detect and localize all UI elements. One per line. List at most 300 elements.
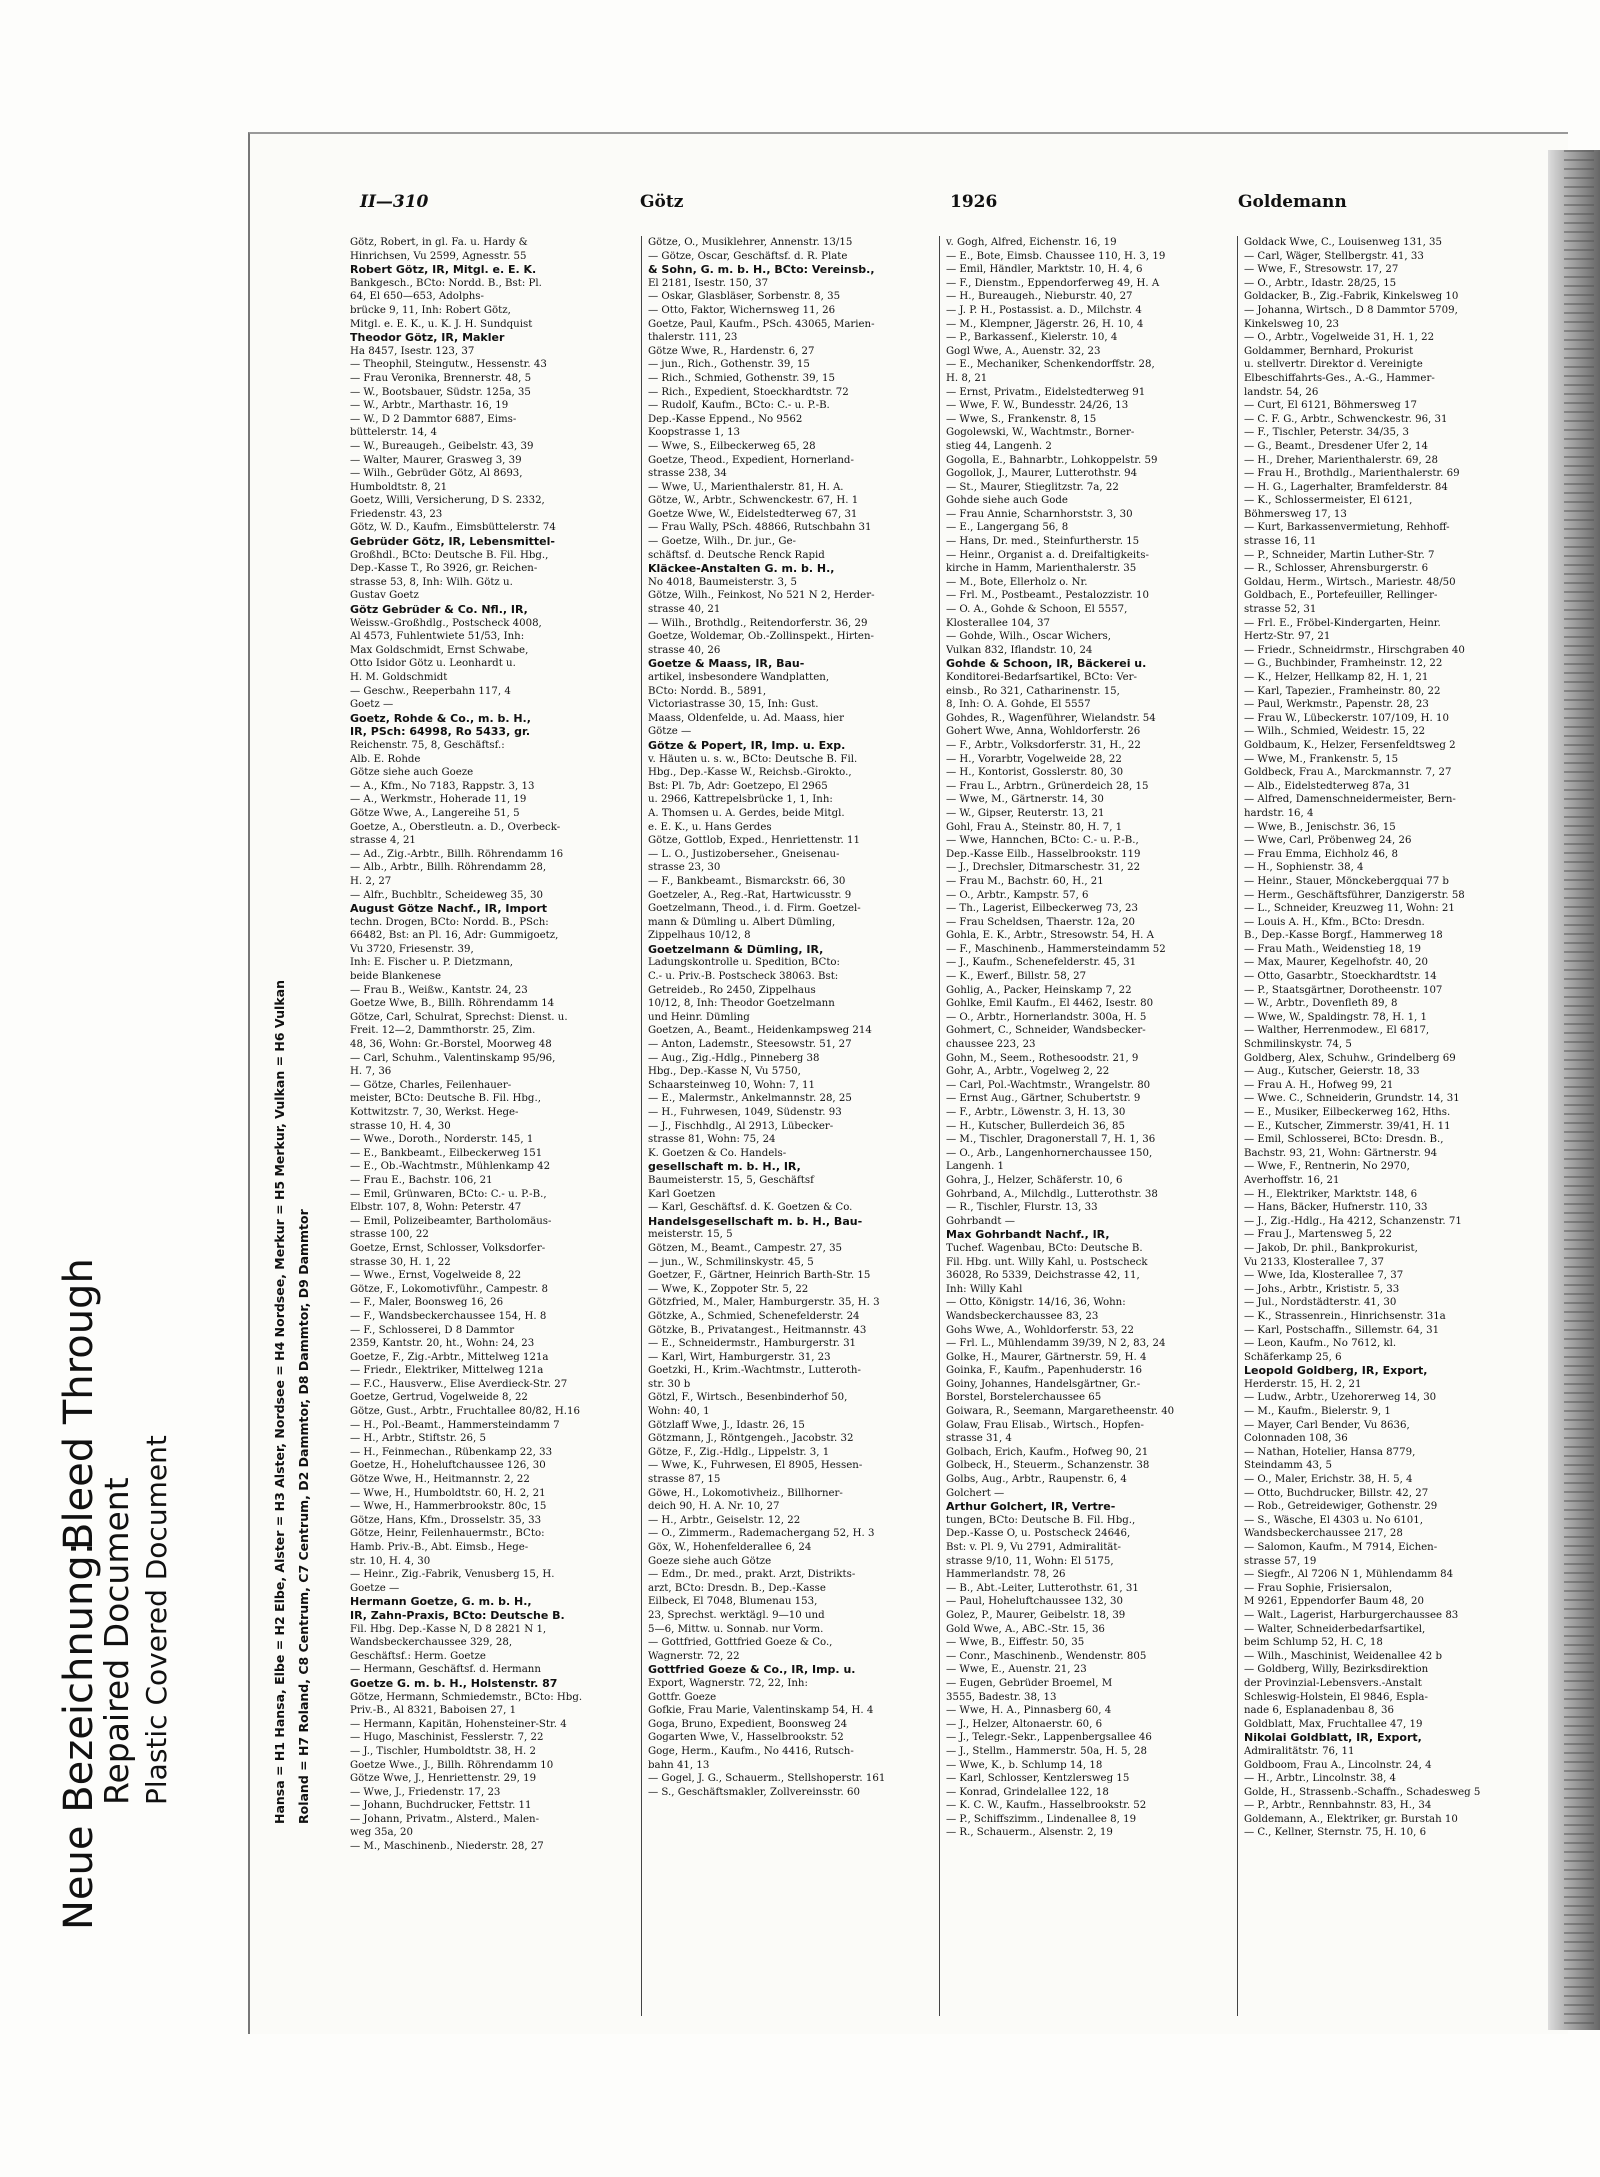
directory-entry: — E., Bote, Eimsb. Chaussee 110, H. 3, 19 [946,250,1166,262]
directory-entry: — Max, Maurer, Kegelhofstr. 40, 20 [1244,957,1428,969]
directory-entry: Götzen, M., Beamt., Campestr. 27, 35 [648,1242,843,1254]
directory-entry: — P., Barkassenf., Kielerstr. 10, 4 [946,332,1118,344]
directory-entry: strasse 238, 34 [648,468,727,480]
directory-entry: Götze, F., Lokomotivführ., Campestr. 8 [350,1283,549,1295]
directory-entry: — J., Kaufm., Schenefelderstr. 45, 31 [946,957,1137,969]
directory-entry: Goldboom, Frau A., Lincolnstr. 24, 4 [1244,1759,1432,1771]
directory-entry: Gottfr. Goeze [648,1691,717,1703]
directory-entry: — Herm., Geschäftsführer, Danzigerstr. 58 [1244,889,1465,901]
directory-entry: — M., Tischler, Dragonerstall 7, H. 1, 36 [946,1134,1156,1146]
directory-entry: — K., Schlossermeister, El 6121, [1244,495,1413,507]
directory-entry: deich 90, H. A. Nr. 10, 27 [648,1501,780,1513]
directory-entry: — Nathan, Hotelier, Hansa 8779, [1244,1446,1416,1458]
directory-entry: — E., Musiker, Eilbeckerweg 162, Hths. [1244,1107,1451,1118]
directory-entry: — Karl, Tapezier., Framheinstr. 80, 22 [1244,685,1441,697]
directory-entry: — R., Schlosser, Ahrensburgerstr. 6 [1244,563,1429,575]
directory-entry: Goetz, Willi, Versicherung, D S. 2332, [350,495,545,507]
directory-entry: 10/12, 8, Inh: Theodor Goetzelmann [648,998,835,1010]
directory-entry: — H., Fuhrwesen, 1049, Südenstr. 93 [648,1107,842,1118]
directory-entry: IR, PSch: 64998, Ro 5433, gr. [350,725,531,739]
directory-entry: Maass, Oldenfelde, u. Ad. Maass, hier [648,712,844,724]
directory-entry: Tuchef. Wagenbau, BCto: Deutsche B. [946,1242,1143,1254]
directory-entry: Vulkan 832, Iflandstr. 10, 24 [946,644,1093,656]
directory-entry: — F., Tischler, Peterstr. 34/35, 3 [1244,427,1409,439]
directory-entry: strasse 30, H. 1, 22 [350,1256,451,1268]
directory-entry: — A., Werkmstr., Hoherade 11, 19 [350,794,527,806]
directory-entry: Götze, Wilh., Feinkost, No 521 N 2, Herder- [648,590,875,602]
directory-entry: Max Goldschmidt, Ernst Schwabe, [350,644,529,656]
directory-entry: — Emil, Grünwaren, BCto: C.- u. P.-B., [350,1188,547,1200]
directory-entry: Goldacker, B., Zig.-Fabrik, Kinkelsweg 10 [1244,291,1459,303]
directory-entry: Gohde & Schoon, IR, Bäckerei u. [946,657,1147,671]
directory-entry: — F., Maler, Boonsweg 16, 26 [350,1297,504,1309]
directory-entry: — Paul, Werkmstr., Papenstr. 28, 23 [1244,699,1429,711]
directory-entry: der Provinzial-Lebensvers.-Anstalt [1244,1677,1422,1689]
directory-entry: — Goldberg, Willy, Bezirksdirektion [1244,1664,1429,1676]
directory-entry: Gebrüder Götz, IR, Lebensmittel- [350,535,555,549]
directory-entry: Goetz, Rohde & Co., m. b. H., [350,711,531,725]
directory-entry: C.- u. Priv.-B. Postscheck 38063. Bst: [648,971,839,983]
directory-entry: Baumeisterstr. 15, 5, Geschäftsf [648,1174,814,1186]
directory-entry: — M., Bote, Ellerholz o. Nr. [946,576,1088,588]
directory-entry: — F., Dienstm., Eppendorferweg 49, H. A [946,277,1160,289]
directory-entry: — Johs., Arbtr., Krististr. 5, 33 [1244,1283,1400,1295]
directory-entry: — Emil, Händler, Marktstr. 10, H. 4, 6 [946,264,1143,276]
directory-page [248,132,1568,2034]
directory-entry: — jun., W., Schmilinskystr. 45, 5 [648,1256,814,1268]
directory-entry: Goetze, Woldemar, Ob.-Zollinspekt., Hirten- [648,631,874,643]
directory-entry: Götze Wwe, H., Heitmannstr. 2, 22 [350,1474,530,1486]
directory-entry: Schmilinskystr. 74, 5 [1244,1039,1352,1051]
directory-entry: Großhdl., BCto: Deutsche B. Fil. Hbg., [350,549,549,561]
directory-entry: — jun., Rich., Gothenstr. 39, 15 [648,359,810,371]
directory-entry: strasse 100, 22 [350,1229,429,1241]
directory-entry: Otto Isidor Götz u. Leonhardt u. [350,658,516,670]
directory-entry: — Walther, Herrenmodew., El 6817, [1244,1025,1430,1037]
column-1 [350,236,634,2016]
directory-entry: strasse 16, 11 [1244,536,1317,548]
directory-entry: hardstr. 16, 4 [1244,807,1314,819]
adjacent-page-edge [1548,150,1600,2030]
directory-entry: — Salomon, Kaufm., M 7914, Eichen- [1244,1542,1438,1553]
directory-entry: — Wwe, U., Marienthalerstr. 81, H. A. [648,481,844,493]
directory-entry: — H., Arbtr., Lincolnstr. 38, 4 [1244,1773,1397,1785]
directory-entry: — Frau Sophie, Frisiersalon, [1244,1582,1393,1594]
directory-entry: strasse 31, 4 [946,1433,1012,1445]
legend-line-2: Roland = H7 Roland, C8 Centrum, C7 Centrum, D2 Dammtor, D8 Dammtor, D9 Dammtor [296,1209,311,1824]
directory-entry: Leopold Goldberg, IR, Export, [1244,1364,1428,1378]
directory-entry: Götze, Heinr, Feilenhauermstr., BCto: [350,1528,545,1540]
directory-entry: Goetzki, H., Krim.-Wachtmstr., Lutteroth- [648,1365,861,1377]
stamp-neue-bezeichnung: Neue Bezeichnung: [56,1541,102,1930]
directory-entry: chaussee 223, 23 [946,1039,1036,1051]
directory-entry: — Frau W., Lübeckerstr. 107/109, H. 10 [1244,712,1449,724]
directory-entry: — Wwe, K., b. Schlump 14, 18 [946,1759,1103,1771]
directory-entry: — Otto, Buchdrucker, Billstr. 42, 27 [1244,1487,1429,1499]
directory-entry: Reichenstr. 75, 8, Geschäftsf.: [350,739,505,751]
directory-entry: mann & Dümling u. Albert Dümling, [648,916,836,928]
directory-entry: — Otto, Faktor, Wichernsweg 11, 26 [648,304,836,316]
directory-entry: strasse 57, 19 [1244,1555,1317,1567]
directory-entry: Colonnaden 108, 36 [1244,1433,1348,1445]
directory-entry: — Jakob, Dr. phil., Bankprokurist, [1244,1242,1418,1254]
directory-entry: — Aug., Zig.-Hdlg., Pinneberg 38 [648,1052,820,1064]
directory-entry: 8, Inh: O. A. Gohde, El 5557 [946,699,1091,711]
directory-entry: Goetzen, A., Beamt., Heidenkampsweg 214 [648,1025,872,1037]
directory-entry: thalerstr. 111, 23 [648,332,738,344]
directory-entry: Victoriastrasse 30, 15, Inh: Gust. [648,699,819,711]
directory-entry: strasse 4, 21 [350,835,416,847]
directory-entry: — O., Arbtr., Kampstr. 57, 6 [946,889,1089,901]
directory-entry: — P., Schiffszimm., Lindenallee 8, 19 [946,1813,1137,1825]
directory-entry: 66482, Bst: an Pl. 16, Adr: Gummigoetz, [350,930,559,942]
directory-entry: — M., Maschinenb., Niederstr. 28, 27 [350,1841,544,1853]
directory-entry: — J., Zig.-Hdlg., Ha 4212, Schanzenstr. 71 [1244,1215,1462,1227]
directory-entry: Gogarten Wwe, V., Hasselbrookstr. 52 [648,1732,844,1744]
directory-entry: — Wilh., Schmied, Weidestr. 15, 22 [1244,726,1426,738]
directory-entry: str. 30 b [648,1378,691,1390]
directory-entry: Goldemann, A., Elektriker, gr. Burstah 10 [1244,1813,1458,1825]
directory-entry: — Wwe, S., Eilbeckerweg 65, 28 [648,440,816,452]
directory-entry: — Wwe, F., Rentnerin, No 2970, [1244,1161,1410,1173]
directory-entry: Hinrichsen, Vu 2599, Agnesstr. 55 [350,250,527,262]
directory-entry: — Wwe, H., Humboldtstr. 60, H. 2, 21 [350,1487,546,1499]
directory-entry: — E., Langergang 56, 8 [946,522,1069,534]
directory-entry: — Alfr., Buchbltr., Scheideweg 35, 30 [350,889,543,901]
directory-entry: — J., Fischhdlg., Al 2913, Lübecker- [648,1120,834,1132]
directory-entry: — Wwe, K., Zoppoter Str. 5, 22 [648,1283,809,1295]
directory-entry: Goeze siehe auch Götze [648,1555,772,1567]
directory-entry: Gofkie, Frau Marie, Valentinskamp 54, H. 4 [648,1705,874,1717]
directory-entry: — M., Kaufm., Bielerstr. 9, 1 [1244,1406,1391,1418]
directory-entry: Götze, O., Musiklehrer, Annenstr. 13/15 [648,237,853,248]
directory-entry: Export, Wagnerstr. 72, 22, Inh: [648,1677,808,1689]
directory-entry: — Oskar, Glasbläser, Sorbenstr. 8, 35 [648,291,841,303]
directory-entry: — L. O., Justizoberseher., Gneisenau- [648,848,840,860]
page-header [360,192,1440,218]
directory-entry: H. 2, 27 [350,875,392,887]
directory-entry: Gohl, Frau A., Steinstr. 80, H. 7, 1 [946,821,1123,833]
directory-entry: Bst: v. Pl. 9, Vu 2791, Admiralität- [946,1542,1121,1553]
directory-entry: Goetze G. m. b. H., Holstenstr. 87 [350,1676,558,1690]
directory-entry: — Hermann, Kapitän, Hohensteiner-Str. 4 [350,1718,567,1730]
directory-entry: arzt, BCto: Dresdn. B., Dep.-Kasse [648,1582,826,1594]
directory-entry: — O., Maler, Erichstr. 38, H. 5, 4 [1244,1474,1413,1486]
directory-entry: techn. Drogen, BCto: Nordd. B., PSch: [350,916,549,928]
directory-entry: Goldblatt, Max, Fruchtallee 47, 19 [1244,1718,1423,1730]
directory-entry: — Johann, Buchdrucker, Fettstr. 11 [350,1800,532,1812]
directory-entry: Weissw.-Großhdlg., Postscheck 4008, [350,617,542,629]
directory-entry: — J., Tischler, Humboldtstr. 38, H. 2 [350,1745,536,1757]
directory-entry: K. Goetzen & Co. Handels- [648,1147,787,1159]
directory-entry: Goldbeck, Frau A., Marckmannstr. 7, 27 [1244,767,1452,779]
directory-entry: — E., Ob.-Wachtmstr., Mühlenkamp 42 [350,1161,551,1173]
directory-entry: — Walter, Maurer, Grasweg 3, 39 [350,454,522,466]
directory-entry: — Rich., Schmied, Gothenstr. 39, 15 [648,372,835,384]
directory-entry: — Hans, Dr. med., Steinfurtherstr. 15 [946,536,1140,548]
directory-entry: Arthur Golchert, IR, Vertre- [946,1500,1116,1514]
directory-entry: Goetze — [350,1582,400,1594]
directory-entry: IR, Zahn-Praxis, BCto: Deutsche B. [350,1608,565,1622]
directory-entry: Götze, F., Zig.-Hdlg., Lippelstr. 3, 1 [648,1446,830,1458]
directory-entry: — Th., Lagerist, Eilbeckerweg 73, 23 [946,903,1139,915]
directory-entry: Priv.-B., Al 8321, Baboisen 27, 1 [350,1705,517,1717]
directory-entry: — H., Kontorist, Gosslerstr. 80, 30 [946,767,1124,779]
directory-entry: Goetze, H., Hoheluftchaussee 126, 30 [350,1460,546,1472]
directory-entry: bahn 41, 13 [648,1759,710,1771]
directory-entry: — Wwe, M., Frankenstr. 5, 15 [1244,753,1399,765]
directory-entry: — Wwe, B., Eiffestr. 50, 35 [946,1637,1085,1649]
directory-entry: — H., Elektriker, Marktstr. 148, 6 [1244,1188,1418,1200]
column-3 [946,236,1230,2016]
directory-entry: Elbeschiffahrts-Ges., A.-G., Hammer- [1244,372,1435,384]
directory-entry: Konditorei-Bedarfsartikel, BCto: Ver- [946,672,1137,683]
directory-entry: Hermann Goetze, G. m. b. H., [350,1595,532,1609]
directory-entry: Gohmert, C., Schneider, Wandsbecker- [946,1025,1146,1037]
directory-entry: Koopstrasse 1, 13 [648,427,741,439]
directory-entry: Goinka, F., Kaufm., Papenhuderstr. 16 [946,1365,1143,1377]
directory-entry: — Wwe, K., Fuhrwesen, El 8905, Hessen- [648,1460,863,1472]
directory-entry: Admiralitätstr. 76, 11 [1244,1745,1355,1757]
directory-entry: 23, Sprechst. werktägl. 9—10 und [648,1609,825,1621]
directory-entry: Götzke, A., Schmied, Schenefelderstr. 24 [648,1310,860,1322]
directory-entry: — Kurt, Barkassenvermietung, Rehhoff- [1244,522,1450,534]
directory-entry: Göwe, H., Lokomotivheiz., Billhorner- [648,1487,843,1499]
directory-entry: — Frau E., Bachstr. 106, 21 [350,1174,493,1186]
directory-entry: — Heinr., Stauer, Mönckebergquai 77 b [1244,875,1449,887]
directory-entry: strasse 52, 31 [1244,604,1317,616]
directory-entry: — Wwe, H., Hammerbrookstr. 80c, 15 [350,1501,547,1513]
directory-entry: Goge, Herm., Kaufm., No 4416, Rutsch- [648,1745,854,1757]
directory-entry: — Jul., Nordstädterstr. 41, 30 [1244,1297,1397,1309]
directory-entry: Götze & Popert, IR, Imp. u. Exp. [648,738,846,752]
directory-entry: Götz Gebrüder & Co. Nfl., IR, [350,603,528,617]
directory-entry: — Karl, Wirt, Hamburgerstr. 31, 23 [648,1351,831,1363]
directory-entry: — F., Wandsbeckerchaussee 154, H. 8 [350,1310,547,1322]
directory-entry: strasse 10, H. 4, 30 [350,1120,451,1132]
directory-entry: Golde, H., Strassenb.-Schaffn., Schadesweg 5 [1244,1786,1481,1798]
directory-entry: einsb., Ro 321, Catharinenstr. 15, [946,685,1120,697]
directory-entry: — Friedr., Elektriker, Mittelweg 121a [350,1365,544,1377]
directory-entry: Hertz-Str. 97, 21 [1244,631,1331,643]
directory-entry: Gogollok, J., Maurer, Lutterothstr. 94 [946,468,1138,480]
directory-entry: Fil. Hbg. unt. Willy Kahl, u. Postscheck [946,1256,1148,1268]
directory-entry: Goldack Wwe, C., Louisenweg 131, 35 [1244,237,1443,248]
stamp-repaired: Repaired Document [97,1477,136,1805]
directory-entry: — F., Arbtr., Volksdorferstr. 31, H., 22 [946,739,1141,751]
directory-entry: — Gohde, Wilh., Oscar Wichers, [946,631,1112,643]
directory-entry: tungen, BCto: Deutsche B. Fil. Hbg., [946,1514,1136,1526]
directory-entry: Götze Wwe, J., Henriettenstr. 29, 19 [350,1773,537,1785]
directory-entry: — Frau L., Arbtrn., Grünerdeich 28, 15 [946,780,1149,792]
directory-entry: — W., Arbtr., Marthastr. 16, 19 [350,400,509,412]
directory-entry: Göx, W., Hohenfelderallee 6, 24 [648,1542,812,1553]
directory-entry: Gohlig, A., Packer, Heinskamp 7, 22 [946,984,1132,996]
directory-entry: — Hugo, Maschinist, Fesslerstr. 7, 22 [350,1732,544,1744]
directory-entry: — F.C., Hausverw., Elise Averdieck-Str. 27 [350,1378,568,1390]
directory-entry: Goetze, A., Oberstleutn. a. D., Overbeck- [350,821,561,833]
directory-entry: Böhmersweg 17, 13 [1244,508,1347,520]
directory-entry: büttelerstr. 14, 4 [350,427,437,439]
directory-entry: Kottwitzstr. 7, 30, Werkst. Hege- [350,1107,519,1118]
directory-entry: — B., Abt.-Leiter, Lutterothstr. 61, 31 [946,1582,1139,1594]
directory-entry: Gohra, J., Helzer, Schäferstr. 10, 6 [946,1174,1123,1186]
directory-entry: Gohert Wwe, Anna, Wohldorferstr. 26 [946,726,1141,738]
directory-entry: — J., Helzer, Altonaerstr. 60, 6 [946,1718,1103,1730]
directory-entry: Averhoffstr. 16, 21 [1244,1174,1340,1186]
directory-entry: Klosterallee 104, 37 [946,617,1050,629]
directory-entry: — Frl. L., Mühlendamm 39/39, N 2, 83, 24 [946,1338,1166,1350]
directory-entry: — Wwe, S., Frankenstr. 8, 15 [946,413,1097,425]
directory-entry: — O. A., Gohde & Schoon, El 5557, [946,604,1128,616]
directory-entry: Hbg., Dep.-Kasse W., Reichsb.-Girokto., [648,767,852,779]
directory-entry: — F., Maschinenb., Hammersteindamm 52 [946,943,1166,955]
directory-entry: — Edm., Dr. med., prakt. Arzt, Distrikts- [648,1569,856,1581]
directory-entry: Götzl, F., Wirtsch., Besenbinderhof 50, [648,1392,848,1404]
directory-entry: strasse 23, 30 [648,862,721,874]
directory-entry: e. E. K., u. Hans Gerdes [648,821,772,833]
directory-entry: strasse 9/10, 11, Wohn: El 5175, [946,1555,1114,1567]
directory-entry: — G., Buchbinder, Framheinstr. 12, 22 [1244,658,1443,670]
directory-entry: — H., Arbtr., Geiselstr. 12, 22 [648,1514,801,1526]
directory-entry: M 9261, Eppendorfer Baum 48, 20 [1244,1596,1424,1608]
directory-entry: Gogl Wwe, A., Auenstr. 32, 23 [946,345,1101,357]
directory-entry: — Rich., Expedient, Stoeckhardtstr. 72 [648,386,849,398]
directory-entry: — Ludw., Arbtr., Uzehorerweg 14, 30 [1244,1392,1437,1404]
directory-entry: weg 35a, 20 [350,1827,413,1839]
column-2 [648,236,932,2016]
directory-entry: — P., Schneider, Martin Luther-Str. 7 [1244,549,1435,561]
directory-entry: Gohrbandt — [946,1215,1015,1227]
directory-entry: Götze, Hans, Kfm., Drosselstr. 35, 33 [350,1514,542,1526]
directory-entry: Golke, H., Maurer, Gärtnerstr. 59, H. 4 [946,1351,1147,1363]
directory-entry: — O., Arb., Langenhornerchaussee 150, [946,1147,1153,1159]
directory-entry: — Karl, Geschäftsf. d. K. Goetzen & Co. [648,1202,853,1214]
directory-entry: — Wwe., Doroth., Norderstr. 145, 1 [350,1134,534,1146]
directory-entry: — Mayer, Carl Bender, Vu 8636, [1244,1419,1410,1431]
directory-entry: — Wilh., Gebrüder Götz, Al 8693, [350,468,523,480]
directory-entry: — H., Kutscher, Bullerdeich 36, 85 [946,1120,1125,1132]
directory-entry: Wagnerstr. 72, 22 [648,1650,740,1662]
directory-entry: — H., Bureaugeh., Nieburstr. 40, 27 [946,291,1133,303]
directory-entry: stieg 44, Langenh. 2 [946,440,1052,452]
directory-entry: — Johanna, Wirtsch., D 8 Dammtor 5709, [1244,304,1458,316]
directory-entry: — Frau H., Brothdlg., Marienthalerstr. 69 [1244,468,1460,480]
directory-entry: — Aug., Kutscher, Geierstr. 18, 33 [1244,1066,1420,1078]
directory-entry: — Gogel, J. G., Schauerm., Stellshoperstr. 161 [648,1773,886,1785]
directory-entry: Schaarsteinweg 10, Wohn: 7, 11 [648,1079,816,1091]
directory-entry: landstr. 54, 26 [1244,386,1319,398]
directory-entry: Alb. E. Rohde [350,753,421,765]
directory-entry: Dep.-Kasse T., Ro 3926, gr. Reichen- [350,563,538,575]
directory-entry: 64, El 650—653, Adolphs- [350,291,484,303]
directory-entry: — Carl, Schuhm., Valentinskamp 95/96, [350,1052,556,1064]
directory-entry: — Götze, Charles, Feilenhauer- [350,1079,512,1091]
directory-entry: — O., Arbtr., Idastr. 28/25, 15 [1244,277,1397,289]
directory-entry: — P., Arbtr., Rennbahnstr. 83, H., 34 [1244,1800,1432,1812]
directory-entry: Goetze, Theod., Expedient, Hornerland- [648,454,854,466]
directory-entry: — Wwe, F., Stresowstr. 17, 27 [1244,264,1399,276]
column-divider [939,236,940,2016]
directory-entry: Bachstr. 93, 21, Wohn: Gärtnerstr. 94 [1244,1147,1438,1159]
directory-entry: — H., Sophienstr. 38, 4 [1244,862,1364,874]
directory-entry: Goetze Wwe, B., Billh. Röhrendamm 14 [350,998,555,1010]
archive-stamp [30,720,260,1940]
directory-entry: 36028, Ro 5339, Deichstrasse 42, 11, [946,1270,1140,1282]
directory-entry: — Walter, Schneiderbedarfsartikel, [1244,1623,1426,1635]
directory-entry: — E., Bankbeamt., Eilbeckerweg 151 [350,1147,543,1159]
directory-entry: — H., Arbtr., Stiftstr. 26, 5 [350,1433,486,1445]
directory-entry: — J. P. H., Postassist. a. D., Milchstr. 4 [946,304,1142,316]
directory-entry: Golez, P., Maurer, Geibelstr. 18, 39 [946,1609,1126,1621]
directory-entry: — Wwe, B., Jenischstr. 36, 15 [1244,821,1396,833]
stamp-bleed-through: Bleed Through [56,1258,102,1550]
directory-entry: — E., Kutscher, Zimmerstr. 39/41, H. 11 [1244,1120,1451,1132]
directory-entry: u. stellvertr. Direktor d. Vereinigte [1244,359,1423,371]
directory-entry: Goetzer, F., Gärtner, Heinrich Barth-Str. 15 [648,1270,871,1282]
directory-entry: — Emil, Polizeibeamter, Bartholomäus- [350,1215,552,1227]
directory-entry: B., Dep.-Kasse Borgf., Hammerweg 18 [1244,930,1443,942]
directory-entry: artikel, insbesondere Wandplatten, [648,672,830,683]
directory-entry: — St., Maurer, Stieglitzstr. 7a, 22 [946,481,1119,493]
directory-entry: H. 7, 36 [350,1066,392,1078]
directory-entry: — H., Feinmechan., Rübenkamp 22, 33 [350,1446,553,1458]
directory-entry: Goetzelmann & Dümling, IR, [648,942,824,956]
directory-entry: — Friedr., Schneidrmstr., Hirschgraben 40 [1244,644,1465,656]
directory-entry: No 4018, Baumeisterstr. 3, 5 [648,576,797,588]
directory-entry: Kinkelsweg 10, 23 [1244,318,1340,330]
directory-entry: — F., Bankbeamt., Bismarckstr. 66, 30 [648,875,846,887]
directory-entry: — Geschw., Reeperbahn 117, 4 [350,685,511,697]
directory-entry: Zippelhaus 10/12, 8 [648,930,751,942]
directory-columns [350,236,1550,2016]
directory-entry: — Alb., Eidelstedterweg 87a, 31 [1244,780,1411,792]
directory-entry: Goiwara, R., Seemann, Margaretheenstr. 40 [946,1406,1175,1418]
directory-entry: — R., Tischler, Flurstr. 13, 33 [946,1202,1098,1214]
directory-entry: Wohn: 40, 1 [648,1406,710,1418]
directory-entry: Hbg., Dep.-Kasse N, Vu 5750, [648,1066,801,1078]
directory-entry: — Goetze, Wilh., Dr. jur., Ge- [648,536,796,548]
directory-entry: & Sohn, G. m. b. H., BCto: Vereinsb., [648,263,875,277]
directory-entry: Goetzelmann, Theod., i. d. Firm. Goetzel- [648,903,861,915]
directory-entry: Götz, Robert, in gl. Fa. u. Hardy & [350,237,528,248]
directory-entry: Goetzeler, A., Reg.-Rat, Hartwicusstr. 9 [648,889,852,901]
directory-entry: — F., Arbtr., Löwenstr. 3, H. 13, 30 [946,1107,1126,1118]
directory-entry: — Frau J., Martensweg 5, 22 [1244,1229,1392,1241]
directory-entry: — Otto, Gasarbtr., Stoeckhardtstr. 14 [1244,971,1437,983]
directory-entry: — Emil, Schlosserei, BCto: Dresdn. B., [1244,1134,1444,1146]
directory-entry: — S., Wäsche, El 4303 u. No 6101, [1244,1514,1424,1526]
directory-entry: — H., Vorarbtr, Vogelweide 28, 22 [946,753,1122,765]
directory-entry: — O., Zimmerm., Rademachergang 52, H. 3 [648,1528,875,1540]
directory-entry: Gold Wwe, A., ABC.-Str. 15, 36 [946,1623,1105,1635]
directory-entry: Dep.-Kasse Eilb., Hasselbrookstr. 119 [946,848,1141,860]
directory-entry: — Wwe, H. A., Pinnasberg 60, 4 [946,1705,1112,1717]
directory-entry: Friedenstr. 43, 23 [350,508,443,520]
directory-entry: — Wwe, W., Spaldingstr. 78, H. 1, 1 [1244,1011,1428,1023]
directory-entry: beim Schlump 52, H. C, 18 [1244,1637,1383,1649]
directory-entry: Götzfried, M., Maler, Hamburgerstr. 35, H. 3 [648,1297,880,1309]
directory-entry: Götze siehe auch Goeze [350,767,474,779]
directory-entry: meister, BCto: Deutsche B. Fil. Hbg., [350,1093,541,1105]
directory-entry: 48, 36, Wohn: Gr.-Borstel, Moorweg 48 [350,1039,552,1051]
directory-entry: — Wwe, F. W., Bundesstr. 24/26, 13 [946,400,1129,412]
directory-entry: Goetze, Ernst, Schlosser, Volksdorfer- [350,1242,546,1254]
directory-entry: strasse 87, 15 [648,1474,721,1486]
directory-entry: — Carl, Pol.-Wachtmstr., Wrangelstr. 80 [946,1079,1151,1091]
column-divider [641,236,642,2016]
directory-entry: Götze Wwe, R., Hardenstr. 6, 27 [648,345,815,357]
